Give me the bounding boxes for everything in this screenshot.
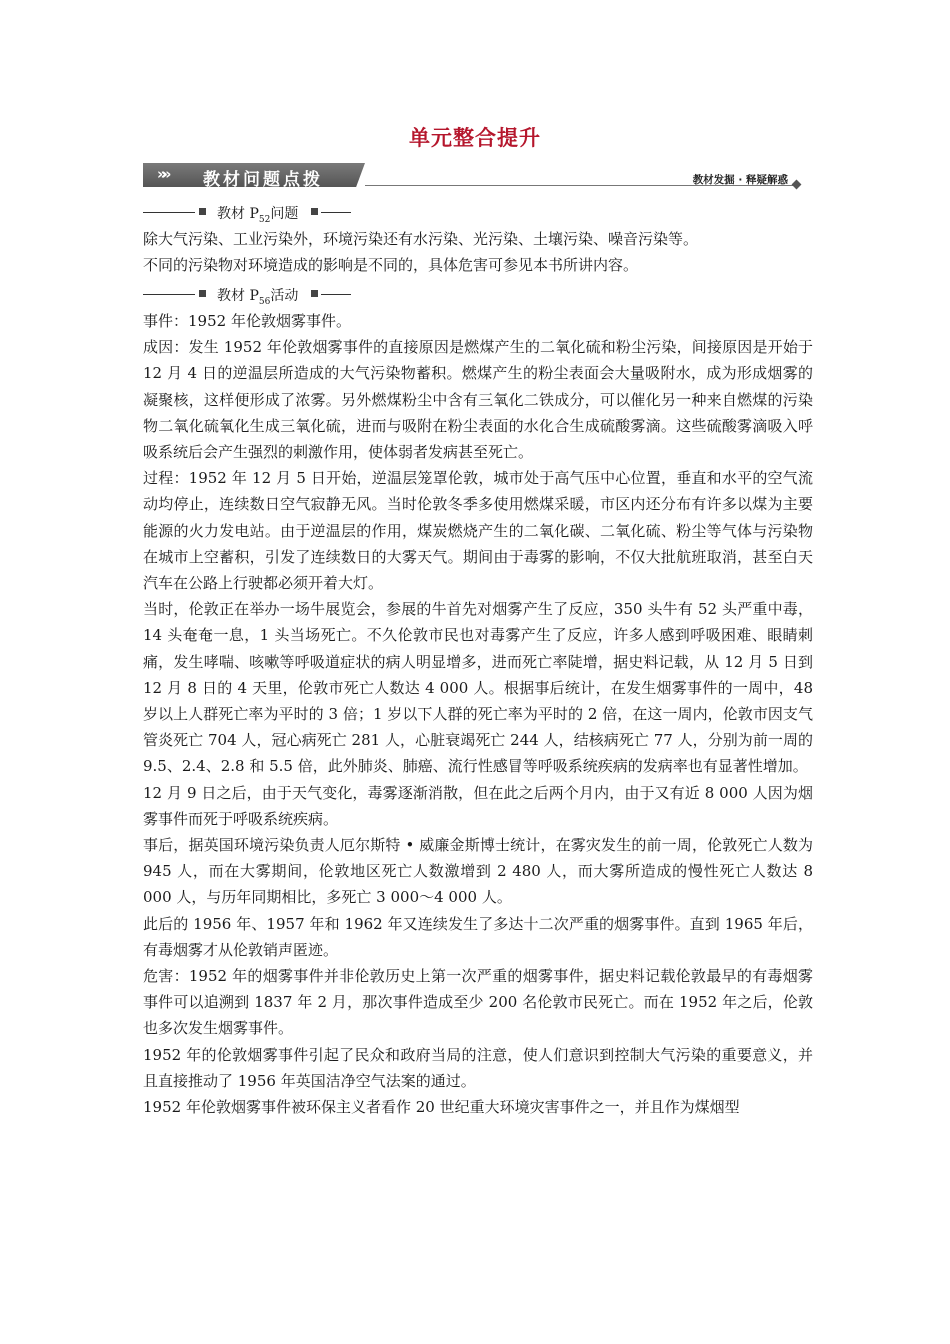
paragraph: 除大气污染、工业污染外，环境污染还有水污染、光污染、土壤污染、噪音污染等。 [143,230,699,248]
square-icon [199,208,206,215]
divider [321,294,351,295]
section-heading-label: 教材 $P_{56}$活动 [217,288,299,307]
paragraph: 事件：1952 年伦敦烟雾事件。 [143,312,351,330]
square-icon [311,290,318,297]
paragraph: 成因：发生 1952 年伦敦烟雾事件的直接原因是燃煤产生的二氧化硫和粉尘污染，间接原因是开始于 12 月 4 日的逆温层所造成的大气污染物蓄积。燃煤产生的粉尘表面会大量吸附水，成为形成烟雾的凝聚核，这样便形成了浓雾。另外燃煤粉尘中含有三氧化二铁成分，可以催化另一种来自燃煤的污染物二氧化硫氧化生成三氧化硫，进而与吸附在粉尘表面的水化合生成硫酸雾滴。这些硫酸雾滴吸入呼吸系统后会产生强烈的刺激作用，使体弱者发病甚至死亡。 [143,338,813,462]
page-title: 单元整合提升 [409,126,541,150]
paragraph: 12 月 9 日之后，由于天气变化，毒雾逐渐消散，但在此之后两个月内，由于又有近 8 000 人因为烟雾事件而死于呼吸系统疾病。 [143,783,813,828]
section-heading-1 [143,203,343,225]
paragraph: 过程：1952 年 12 月 5 日开始，逆温层笼罩伦敦，城市处于高气压中心位置，垂直和水平的空气流动均停止，连续数日空气寂静无风。当时伦敦冬季多使用燃煤采暖，市区内还分布有许多以煤为主要能源的火力发电站。由于逆温层的作用，煤炭燃烧产生的二氧化碳、二氧化硫、粉尘等气体与污染物在城市上空蓄积，引发了连续数日的大雾天气。期间由于毒雾的影响，不仅大批航班取消，甚至白天汽车在公路上行驶都必须开着大灯。 [143,469,813,593]
section2-body [143,308,813,1120]
paragraph: 1952 年伦敦烟雾事件被环保主义者看作 20 世纪重大环境灾害事件之一，并且作为煤烟型 [143,1098,740,1117]
section-heading-2 [143,285,343,307]
paragraph: 事后，据英国环境污染负责人厄尔斯特 • 威廉金斯博士统计，在雾灾发生的前一周，伦敦死亡人数为 945 人，而在大雾期间，伦敦地区死亡人数激增到 2 480 人，而大雾所造成的慢性死亡人数达 8 000 人，与历年同期相比，多死亡 3 000～4 000 人。 [143,836,813,907]
chevron-right-icon: »» [157,165,167,183]
divider [321,212,351,213]
section1-body [143,226,813,278]
paragraph: 此后的 1956 年、1957 年和 1962 年又连续发生了多达十二次严重的烟雾事件。直到 1965 年后，有毒烟雾才从伦敦销声匿迹。 [143,914,813,959]
paragraph: 危害：1952 年的烟雾事件并非伦敦历史上第一次严重的烟雾事件，据史料记载伦敦最早的有毒烟雾事件可以追溯到 1837 年 2 月，那次事件造成至少 200 名伦敦市民死亡。而在 1952 年之后，伦敦也多次发生烟雾事件。 [143,967,813,1038]
square-icon [199,290,206,297]
divider [143,294,195,295]
section-heading-label: 教材 $P_{52}$问题 [217,206,299,225]
divider [143,212,195,213]
banner-label: 教材问题点拨 [203,170,323,190]
paragraph: 不同的污染物对环境造成的影响是不同的，具体危害可参见本书所讲内容。 [143,256,639,275]
banner-subtitle: 教材发掘 · 释疑解惑 [692,174,788,186]
diamond-icon [792,180,802,190]
paragraph: 当时，伦敦正在举办一场牛展览会，参展的牛首先对烟雾产生了反应，350 头牛有 52 头严重中毒，14 头奄奄一息，1 头当场死亡。不久伦敦市民也对毒雾产生了反应，许多人感到呼吸困难、眼睛刺痛，发生哮喘、咳嗽等呼吸道症状的病人明显增多，进而死亡率陡增，据史料记载，从 12 月 5 日到 12 月 8 日的 4 天里，伦敦市死亡人数达 4 000 人。根据事后统计，在发生烟雾事件的一周中，48 岁以上人群死亡率为平时的 3 倍；1 岁以下人群的死亡率为平时的 2 倍，在这一周内，伦敦市因支气管炎死亡 704 人，冠心病死亡 281 人，心脏衰竭死亡 244 人，结核病死亡 77 人，分别为前一周的 9.5、2.4、2.8 和 5.5 倍，此外肺炎、肺癌、流行性感冒等呼吸系统疾病的发病率也有显著性增加。 [143,600,813,776]
square-icon [311,208,318,215]
section-banner [143,163,808,189]
paragraph: 1952 年的伦敦烟雾事件引起了民众和政府当局的注意，使人们意识到控制大气污染的重要意义，并且直接推动了 1956 年英国洁净空气法案的通过。 [143,1045,813,1090]
